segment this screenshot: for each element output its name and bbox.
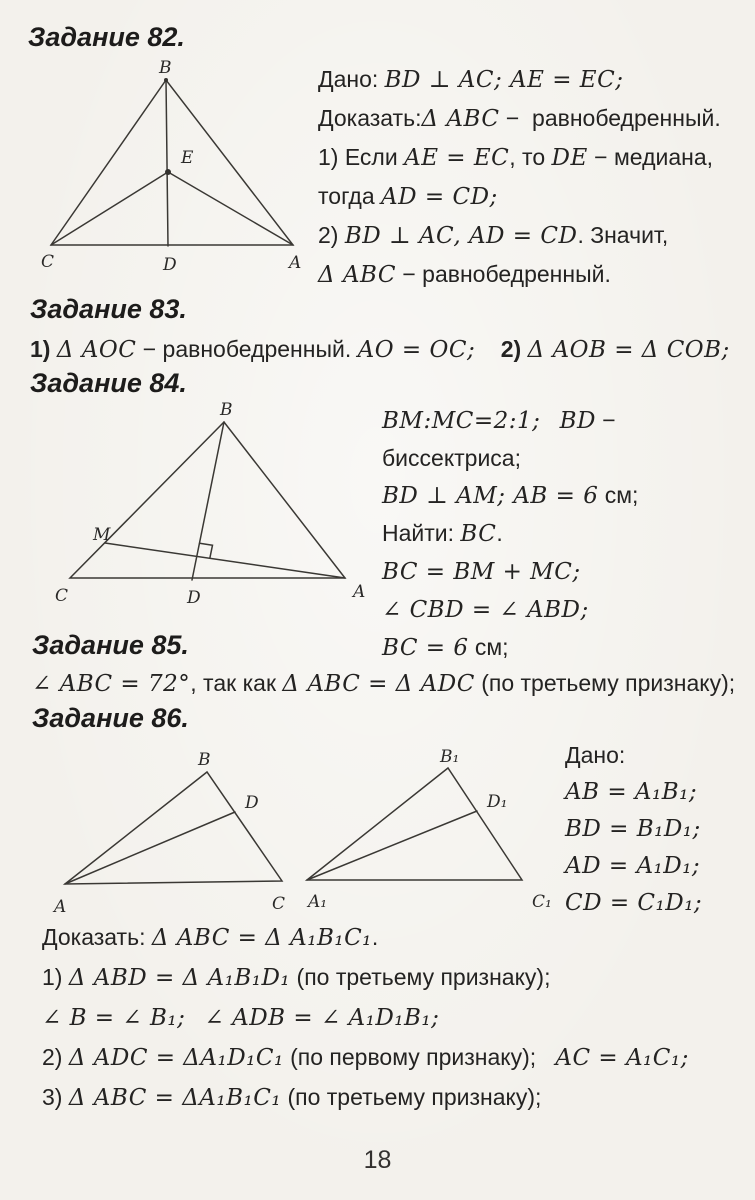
text-segment: см; [598, 482, 639, 508]
math-segment: Δ ABC = Δ ADC [282, 671, 475, 697]
point-b-dot [164, 78, 168, 82]
task-83-heading: Задание 83. [30, 294, 187, 324]
segment-ea [168, 172, 293, 245]
vertex-label-d1: D₁ [487, 792, 508, 812]
right-angle-marker [200, 543, 213, 558]
text-segment: 2) [500, 336, 528, 362]
math-segment: Δ AOB = Δ COB; [527, 337, 730, 363]
vertex-label-c: C [41, 252, 55, 272]
text-segment: тогда [318, 183, 382, 209]
text-segment: − равнобедренный. [499, 105, 721, 131]
text-segment: − равнобедренный. [136, 336, 358, 362]
text-segment [540, 407, 559, 433]
vertex-label-a: A [289, 253, 302, 273]
text-line [318, 216, 755, 255]
vertex-label-d: D [187, 588, 201, 608]
text-line [382, 629, 755, 667]
task-86-proof-text [42, 918, 755, 1118]
task-82-diagram [35, 55, 315, 280]
text-segment [185, 1004, 204, 1030]
math-segment: CD = C₁D₁; [565, 890, 703, 916]
segment-ma [105, 543, 345, 578]
math-segment: ∠ ABC = 72° [32, 671, 191, 697]
text-line [42, 1078, 755, 1118]
text-segment: см; [468, 634, 509, 660]
task-84-diagram [35, 395, 385, 620]
math-segment: AE = EC [404, 145, 510, 171]
math-segment: Δ ABD = Δ A₁B₁D₁ [68, 965, 291, 991]
text-line [30, 330, 755, 369]
text-segment: − равнобедренный. [395, 261, 611, 287]
text-segment: . [371, 924, 379, 950]
math-segment: AD = A₁D₁; [565, 853, 701, 879]
task-84-heading: Задание 84. [30, 368, 187, 398]
text-segment: − биссектриса; [382, 407, 623, 471]
text-line [565, 847, 755, 884]
math-segment: Δ AOC [56, 337, 137, 363]
math-segment: Δ ABC [421, 106, 500, 132]
vertex-label-a: A [353, 582, 366, 602]
text-segment: Дано: [318, 66, 385, 92]
text-line [318, 99, 755, 138]
vertex-label-b: B [220, 400, 233, 420]
text-line [382, 553, 755, 591]
vertex-label-c1: C₁ [532, 892, 552, 912]
vertex-label-b1: B₁ [440, 747, 460, 767]
math-segment: AO = OC; [357, 337, 476, 363]
text-segment: , то [509, 144, 552, 170]
text-line [382, 402, 755, 477]
text-line [382, 591, 755, 629]
text-segment: . [496, 520, 503, 546]
text-segment: 3) [42, 1084, 69, 1110]
triangle-a1b1c1 [307, 768, 522, 880]
text-segment: Найти: [382, 520, 461, 546]
text-segment: Дано: [565, 742, 626, 768]
text-segment: 1) [42, 964, 69, 990]
vertex-label-d: D [245, 793, 259, 813]
text-line [318, 177, 755, 216]
math-segment: AC = A₁C₁; [555, 1045, 689, 1071]
vertex-label-d: D [163, 255, 177, 275]
math-segment: ∠ B = ∠ B₁; [42, 1005, 186, 1031]
vertex-label-b: B [198, 750, 211, 770]
task-85-solution-text [32, 664, 755, 703]
segment-bd [166, 80, 168, 246]
math-segment: BD [559, 408, 596, 434]
text-line [565, 810, 755, 847]
text-segment: (по первому признаку); [283, 1044, 556, 1070]
text-segment: (по третьему признаку); [281, 1084, 542, 1110]
math-segment: AB = A₁B₁; [565, 779, 698, 805]
point-e-dot [165, 169, 171, 175]
text-segment: 2) [318, 222, 345, 248]
text-segment: . Значит, [577, 222, 669, 248]
text-segment [475, 336, 501, 362]
vertex-label-b: B [159, 58, 172, 78]
math-segment: BC [460, 521, 497, 547]
text-segment: Доказать: [42, 924, 152, 950]
task-86-heading: Задание 86. [32, 703, 189, 733]
text-line [32, 664, 755, 703]
text-line [318, 60, 755, 99]
triangle-cba [51, 80, 293, 245]
math-segment: AD = CD; [381, 184, 498, 210]
text-segment: (по третьему признаку); [474, 670, 736, 696]
vertex-label-m: M [93, 525, 111, 545]
text-segment: Доказать: [318, 105, 422, 131]
task-86-given-text [565, 737, 755, 921]
text-segment: 1) [30, 336, 57, 362]
task-82-solution-text [318, 60, 755, 294]
math-segment: BD ⊥ AM; AB = 6 [382, 483, 599, 509]
triangle-abc [65, 772, 282, 884]
segment-a1d1 [307, 811, 477, 880]
math-segment: BD ⊥ AC; AE = EC; [384, 67, 624, 93]
segment-ce [51, 172, 168, 245]
vertex-label-c: C [55, 586, 69, 606]
text-segment: (по третьему признаку); [290, 964, 551, 990]
text-line [565, 773, 755, 810]
vertex-label-e: E [181, 148, 194, 168]
task-86-right-diagram [300, 735, 555, 920]
text-line [42, 1038, 755, 1078]
math-segment: DE [551, 145, 588, 171]
math-segment: BD ⊥ AC, AD = CD [344, 223, 578, 249]
math-segment: ∠ ADB = ∠ A₁D₁B₁; [204, 1005, 440, 1031]
text-line [565, 884, 755, 921]
text-segment: , так как [190, 670, 283, 696]
task-85-heading: Задание 85. [32, 630, 189, 660]
page-number: 18 [363, 1146, 392, 1174]
math-segment: BD = B₁D₁; [565, 816, 701, 842]
text-line [42, 918, 755, 958]
math-segment: Δ ADC = ΔA₁D₁C₁ [68, 1045, 284, 1071]
vertex-label-c: C [272, 894, 286, 914]
segment-ad [65, 812, 235, 884]
vertex-label-a: A [54, 897, 67, 917]
text-line [42, 958, 755, 998]
text-line [42, 998, 755, 1038]
math-segment: BC = 6 [382, 635, 469, 661]
text-segment: 1) Если [318, 144, 405, 170]
text-line [318, 255, 755, 294]
task-83-solution-text [30, 330, 755, 369]
text-segment: 2) [42, 1044, 69, 1070]
math-segment: ∠ CBD = ∠ ABD; [382, 597, 589, 623]
task-82-heading: Задание 82. [28, 22, 185, 52]
text-line [318, 138, 755, 177]
text-line [565, 737, 755, 773]
math-segment: BM:MC=2:1; [382, 408, 541, 434]
text-segment: − медиана, [587, 144, 714, 170]
math-segment: BC = BM + MC; [382, 559, 581, 585]
vertex-label-a1: A₁ [308, 892, 328, 912]
math-segment: Δ ABC = Δ A₁B₁C₁ [151, 925, 372, 951]
text-line [382, 515, 755, 553]
math-segment: Δ ABC [318, 262, 396, 288]
task-84-solution-text [382, 402, 755, 667]
task-86-left-diagram [40, 735, 305, 920]
text-line [382, 477, 755, 515]
math-segment: Δ ABC = ΔA₁B₁C₁ [68, 1085, 282, 1111]
